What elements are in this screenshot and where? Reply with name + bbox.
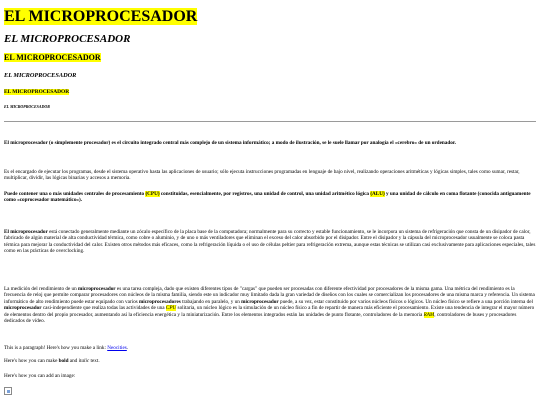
- divider: [4, 121, 536, 122]
- paragraph-cpu: Puede contener una o más unidades centrales de procesamiento (CPU) constituidas, esencialmente, por registros, una unidad de control, una unidad aritmético lógica (ALU) y una unidad de cálculo en coma flotante (conocida antiguamente como «coprocesador matemático»).: [4, 191, 531, 204]
- paragraph-image: Here's how you can add an image:: [4, 373, 76, 379]
- heading-4: EL MICROPROCESADOR: [4, 72, 77, 79]
- paragraph-programs: Es el encargado de ejecutar los programas, desde el sistema operativo hasta las aplicaciones de usuario; sólo ejecuta instrucciones programadas en lenguaje de bajo nivel, realizando operaciones aritméticas y lógicas simples, tales como sumar, restar, multiplicar, dividir, las lógicas binarias y accesos a memoria.: [4, 169, 520, 182]
- paragraph-bold-italic: Here's how you can make bold and italic text.: [4, 358, 100, 364]
- alu-highlight: (ALU): [370, 191, 385, 197]
- heading-5: EL MICROPROCESADOR: [4, 89, 70, 95]
- neocities-link[interactable]: Neocities: [107, 345, 127, 351]
- broken-image-icon: [4, 387, 12, 395]
- heading-3: EL MICROPROCESADOR: [4, 53, 101, 62]
- ram-highlight: RAM: [423, 311, 435, 318]
- paragraph-performance: La medición del rendimiento de un microprocesador es una tarea compleja, dado que existen diferentes tipos de "cargas" que pueden ser procesadas con diferente efectividad por procesadores de la misma gama. Una métrica del rendimiento es la frecuencia de reloj que permite comparar procesadores con núcleos de la misma familia, siendo este un indicador muy limitado dada la gran variedad de diseños con los cuales se comercializan los procesadores de una misma marca y referencia. Un sistema informático de alto rendimiento puede estar equipado con varios microprocesadores trabajando en paralelo, y un microprocesador puede, a su vez, estar constituido por varios núcleos físicos o lógicos. Un núcleo físico se refiere a una porción interna del microprocesador casi-independiente que realiza todas las actividades de una CPU solitaria, un núcleo lógico es la simulación de un núcleo físico a fin de repartir de manera más eficiente el procesamiento. Existe una tendencia de integrar el mayor número de elementos dentro del propio procesador, aumentando así la eficiencia energética y la miniaturización. Entre los elementos integrados están las unidades de punto flotante, controladores de la memoria RAM, controladores de buses y procesadores dedicados de vídeo.: [4, 286, 535, 325]
- paragraph-cooling: El microprocesador está conectado generalmente mediante un zócalo específico de la placa base de la computadora; normalmente para su correcto y estable funcionamiento, se le incorpora un sistema de refrigeración que consta de un disipador de calor, fabricado de algún material de alta conductividad térmica, como cobre o aluminio, y de uno o más ventiladores que eliminan el exceso del calor absorbido por el disipador. Entre el disipador y la cápsula del microprocesador usualmente se coloca pasta térmica para mejorar la conductividad del calor. Existen otros métodos más eficaces, como la refrigeración líquida o el uso de células peltier para refrigeración extrema, aunque estas técnicas se utilizan casi exclusivamente para aplicaciones especiales, tales como en las prácticas de overclocking.: [4, 229, 536, 255]
- cpu-highlight-2: CPU: [165, 305, 177, 312]
- heading-2: EL MICROPROCESADOR: [4, 33, 131, 45]
- cpu-highlight: (CPU): [145, 191, 160, 197]
- paragraph-link: This is a paragraph! Here's how you make a link: Neocities.: [4, 345, 129, 351]
- intro-paragraph: El microprocesador (o simplemente procesador) es el circuito integrado central más complejo de un sistema informático; a modo de ilustración, se le suele llamar por analogía el «cerebro» de un ordenador.: [4, 140, 456, 146]
- heading-6: EL MICROPROCESADOR: [4, 104, 50, 109]
- heading-1: EL MICROPROCESADOR: [4, 8, 198, 25]
